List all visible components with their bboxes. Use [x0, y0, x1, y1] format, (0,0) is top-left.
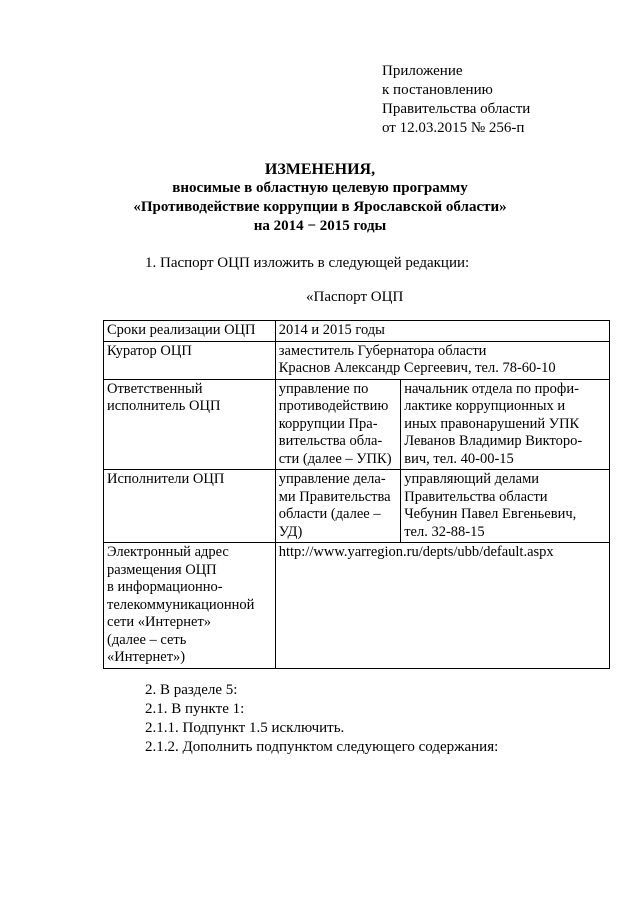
cell-text: Краснов Александр Сергеевич, тел. 78-60-10 — [278, 360, 556, 376]
website-link[interactable]: http://www.yarregion.ru/depts/ubb/default.aspx — [278, 544, 554, 560]
row-value — [275, 543, 609, 669]
row-label — [104, 321, 276, 342]
section-2 — [145, 681, 498, 757]
table-row — [104, 321, 610, 342]
table-row — [104, 379, 610, 470]
appendix-line: Правительства области — [382, 101, 531, 117]
heading-line: на 2014 − 2015 годы — [253, 218, 387, 234]
row-label — [104, 379, 276, 470]
row-org — [275, 470, 400, 543]
heading-title: ИЗМЕНЕНИЯ, — [264, 161, 376, 178]
cell-text: области (далее – — [278, 506, 381, 522]
cell-text: «Интернет») — [107, 649, 186, 665]
appendix-line: Приложение — [382, 63, 463, 79]
cell-text: УД) — [278, 523, 303, 540]
passport-table — [103, 320, 610, 669]
cell-text: лактике коррупционных и — [404, 398, 566, 414]
heading-line: вносимые в областную целевую программу — [172, 180, 468, 196]
paragraph-1: 1. Паспорт ОЦП изложить в следующей редакции: — [145, 255, 470, 271]
cell-text: коррупции Пра- — [278, 415, 378, 432]
appendix-line: к постановлению — [382, 82, 493, 98]
appendix-note — [382, 62, 530, 138]
appendix-line: от 12.03.2015 № 256-п — [382, 120, 525, 136]
row-label — [104, 341, 276, 379]
row-person — [401, 379, 610, 470]
cell-text: сти (далее – УПК) — [278, 450, 392, 467]
cell-text: противодействию — [278, 398, 389, 414]
row-value — [275, 321, 609, 342]
cell-text: 2014 и 2015 годы — [278, 322, 385, 338]
document-heading — [0, 160, 640, 236]
row-org — [275, 379, 400, 470]
cell-text: Электронный адрес — [107, 544, 229, 560]
cell-text: Исполнители ОЦП — [107, 471, 225, 487]
cell-text: (далее – сеть — [107, 631, 187, 648]
table-row — [104, 341, 610, 379]
cell-text: телекоммуникационной — [107, 596, 255, 613]
section-line: 2.1.2. Дополнить подпунктом следующего содержания: — [145, 739, 499, 755]
row-label — [104, 543, 276, 669]
row-label — [104, 470, 276, 543]
heading-line: «Противодействие коррупции в Ярославской области» — [133, 199, 507, 215]
cell-text: заместитель Губернатора области — [278, 342, 487, 359]
table-row — [104, 543, 610, 669]
cell-text: Куратор ОЦП — [107, 342, 192, 359]
cell-text: размещения ОЦП — [107, 561, 217, 578]
cell-text: ми Правительства — [278, 488, 391, 505]
passport-title: «Паспорт ОЦП — [306, 289, 404, 305]
cell-text: Леванов Владимир Викторо- — [404, 433, 583, 449]
cell-text: вич, тел. 40-00-15 — [404, 450, 514, 467]
cell-text: в информационно- — [107, 579, 223, 595]
cell-text: начальник отдела по профи- — [404, 380, 579, 397]
section-line: 2. В разделе 5: — [145, 682, 238, 698]
cell-text: Сроки реализации ОЦП — [107, 322, 256, 338]
cell-text: исполнитель ОЦП — [107, 398, 221, 414]
cell-text: управляющий делами — [404, 471, 540, 487]
cell-text: вительства обла- — [278, 433, 383, 449]
cell-text: Чебунин Павел Евгеньевич, — [404, 506, 577, 522]
cell-text: иных правонарушений УПК — [404, 415, 580, 432]
cell-text: Ответственный — [107, 380, 203, 397]
table-row — [104, 470, 610, 543]
cell-text: тел. 32-88-15 — [404, 523, 485, 540]
row-person — [401, 470, 610, 543]
cell-text: сети «Интернет» — [107, 614, 212, 630]
section-line: 2.1.1. Подпункт 1.5 исключить. — [145, 720, 345, 736]
cell-text: Правительства области — [404, 488, 548, 505]
cell-text: управление дела- — [278, 471, 386, 487]
cell-text: управление по — [278, 380, 369, 397]
section-line: 2.1. В пункте 1: — [145, 701, 245, 717]
row-value — [275, 341, 609, 379]
